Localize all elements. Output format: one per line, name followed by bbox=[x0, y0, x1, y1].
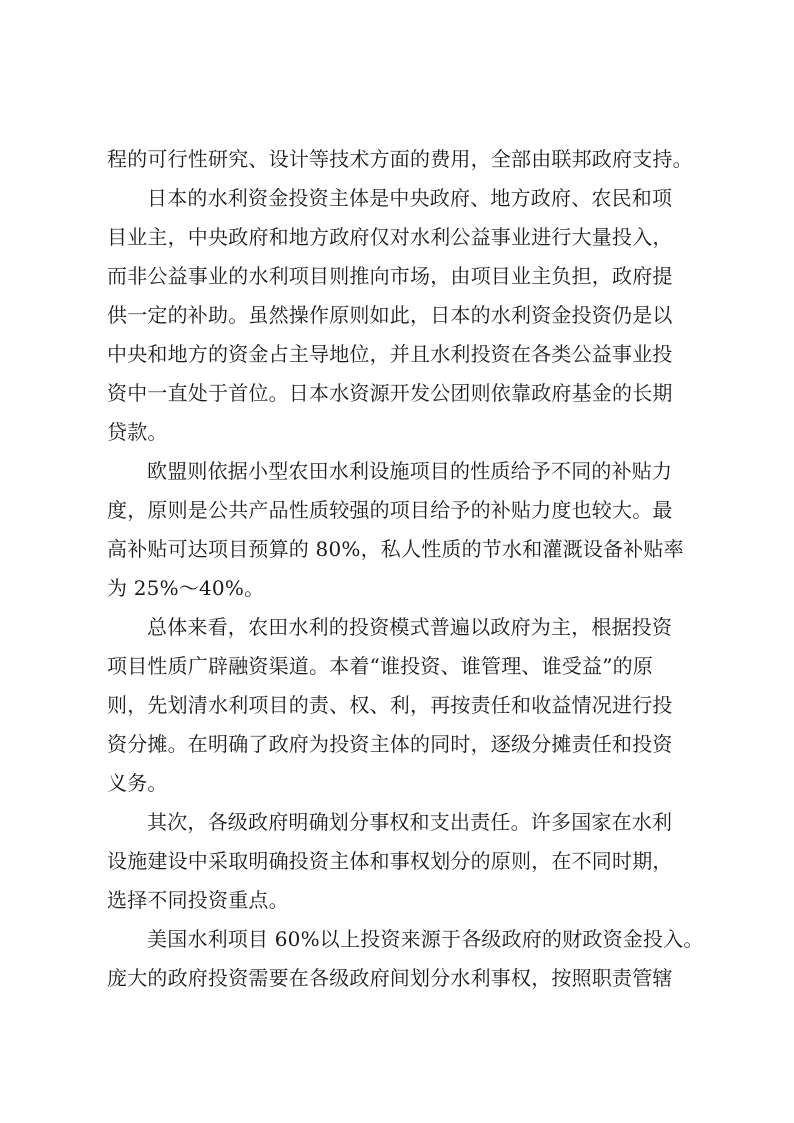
text-line: 供一定的补助。虽然操作原则如此，日本的水利资金投资仍是以 bbox=[107, 303, 673, 327]
text-line: 设施建设中采取明确投资主体和事权划分的原则，在不同时期， bbox=[107, 849, 673, 873]
text-line: 美国水利项目 60%以上投资来源于各级政府的财政资金投入。 bbox=[147, 927, 704, 951]
paragraph bbox=[107, 140, 707, 179]
text-line: 度，原则是公共产品性质较强的项目给予的补贴力度也较大。最 bbox=[107, 498, 673, 522]
text-line: 日本的水利资金投资主体是中央政府、地方政府、农民和项 bbox=[147, 186, 673, 210]
text-line: 中央和地方的资金占主导地位，并且水利投资在各类公益事业投 bbox=[107, 342, 673, 366]
paragraph bbox=[107, 179, 707, 452]
text-line: 资分摊。在明确了政府为投资主体的同时，逐级分摊责任和投资 bbox=[107, 732, 673, 756]
text-line: 其次，各级政府明确划分事权和支出责任。许多国家在水利 bbox=[147, 810, 673, 834]
paragraph bbox=[107, 920, 707, 998]
body-text bbox=[107, 140, 707, 998]
paragraph bbox=[107, 803, 707, 920]
text-line: 则，先划清水利项目的责、权、利，再按责任和收益情况进行投 bbox=[107, 693, 673, 717]
paragraph bbox=[107, 452, 707, 608]
text-line: 义务。 bbox=[107, 771, 168, 795]
text-line: 项目性质广辟融资渠道。本着“谁投资、谁管理、谁受益”的原 bbox=[107, 654, 654, 678]
text-line: 资中一直处于首位。日本水资源开发公团则依靠政府基金的长期 bbox=[107, 381, 673, 405]
text-line: 贷款。 bbox=[107, 420, 168, 444]
text-line: 程的可行性研究、设计等技术方面的费用，全部由联邦政府支持。 bbox=[107, 147, 693, 171]
text-line: 庞大的政府投资需要在各级政府间划分水利事权，按照职责管辖 bbox=[107, 966, 673, 990]
text-line: 选择不同投资重点。 bbox=[107, 888, 289, 912]
text-line: 为 25%～40%。 bbox=[107, 576, 265, 600]
text-line: 而非公益事业的水利项目则推向市场，由项目业主负担，政府提 bbox=[107, 264, 673, 288]
text-line: 目业主，中央政府和地方政府仅对水利公益事业进行大量投入， bbox=[107, 225, 673, 249]
text-line: 欧盟则依据小型农田水利设施项目的性质给予不同的补贴力 bbox=[147, 459, 673, 483]
text-line: 总体来看，农田水利的投资模式普遍以政府为主，根据投资 bbox=[147, 615, 673, 639]
paragraph bbox=[107, 608, 707, 803]
text-line: 高补贴可达项目预算的 80%，私人性质的节水和灌溉设备补贴率 bbox=[107, 537, 684, 561]
